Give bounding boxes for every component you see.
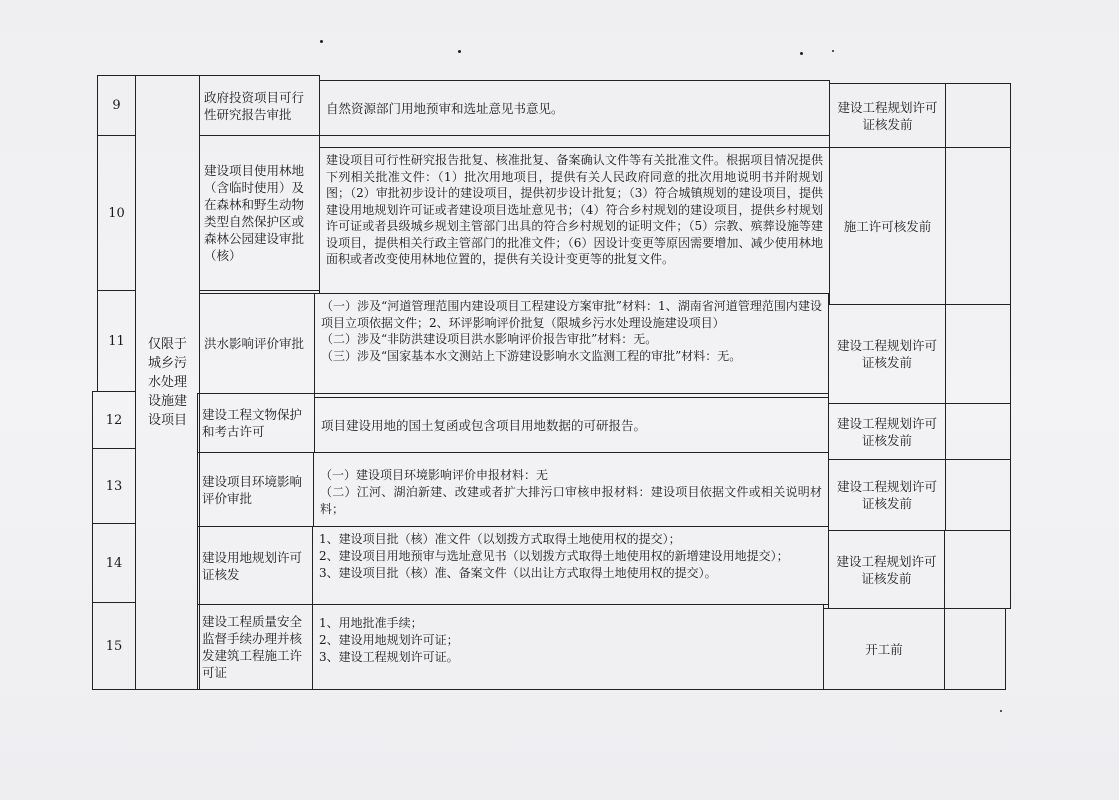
row-number [97, 135, 136, 291]
materials-cell [312, 526, 829, 605]
materials-line: 自然资源部门用地预审和选址意见书意见。 [326, 100, 564, 116]
materials-line: 2、建设用地规划许可证； [319, 633, 459, 647]
time-text: 开工前 [865, 641, 903, 657]
materials-cell [313, 452, 829, 527]
materials-cell [314, 397, 829, 453]
remark-cell [945, 304, 1011, 404]
row-number-text: 15 [105, 638, 123, 654]
materials-line: 建设项目可行性研究报告批复、核准批复、备案确认文件等有关批准文件。根据项目情况提供下列相关批准文件：（1）批次用地项目，提供有关人民政府同意的批次用地说明书并附规划图；（2）审批初步设计的建设项目，提供初步设计批复；（3）符合城镇规划的建设项目，提供建设用地规划许可证或者建设项目选址意见书；（4）符合乡村规划的建设项目，提供乡村规划许可证或者县级城乡规划主管部门出具的符合乡村规划的证明文件；（5）宗教、殡葬设施等建设项目，提供相关行政主管部门的批准文件；（6）因设计变更等原因需要增加、减少使用林地面积或者改变使用林地位置的，提供有关设计变更等的批复文件。 [326, 153, 823, 266]
materials-line: （三）涉及“国家基本水文测站上下游建设影响水文监测工程的审批”材料：无。 [321, 348, 742, 363]
scan-speck [832, 50, 834, 52]
materials-line: 2、建设项目用地预审与选址意见书（以划拨方式取得土地使用权的新增建设用地提交）； [319, 549, 789, 563]
item-name-text: 洪水影响评价审批 [204, 336, 305, 351]
row-number-text: 11 [108, 333, 125, 349]
time-cell [823, 608, 945, 690]
time-cell [828, 459, 946, 531]
time-cell [828, 403, 946, 460]
item-name-text: 建设项目使用林地（含临时使用）及在森林和野生动物类型自然保护区或森林公园建设审批（核） [204, 163, 305, 263]
materials-line: 3、建设工程规划许可证。 [319, 650, 459, 664]
row-number-text: 13 [105, 478, 123, 494]
item-name [199, 293, 315, 394]
row-number-text: 10 [108, 205, 125, 221]
scan-speck [1000, 710, 1002, 712]
materials-cell [319, 147, 830, 294]
materials-line: （二）江河、湖泊新建、改建或者扩大排污口审核申报材料：建设项目依据文件或相关说明材料； [320, 485, 822, 516]
scope-text: 仅限于城乡污水处理设施建设项目 [147, 337, 187, 428]
time-text: 建设工程规划许可证核发前 [836, 479, 937, 511]
time-text: 建设工程规划许可证核发前 [836, 338, 937, 370]
materials-line: 项目建设用地的国土复函或包含项目用地数据的可研报告。 [321, 417, 647, 433]
remark-cell [945, 403, 1011, 460]
item-name-text: 建设用地规划许可证核发 [202, 549, 303, 582]
row-number-text: 14 [105, 555, 123, 571]
item-name-text: 建设工程文物保护和考古许可 [202, 407, 303, 439]
row-number-text: 12 [105, 412, 123, 428]
materials-line: （一）涉及“河道管理范围内建设项目工程建设方案审批”材料：1、湖南省河道管理范围内建设项目立项依据文件；2、环评影响评价批复（限城乡污水处理设施建设项目） [321, 299, 822, 330]
item-name-text: 政府投资项目可行性研究报告审批 [204, 89, 305, 122]
time-text: 建设工程规划许可证核发前 [837, 99, 938, 132]
materials-line: 3、建设项目批（核）准、备案文件（以出让方式取得土地使用权的提交）。 [319, 566, 717, 580]
materials-line: 1、用地批准手续； [319, 616, 423, 630]
remark-cell [944, 530, 1011, 609]
item-name-text: 建设项目环境影响评价审批 [202, 473, 303, 506]
materials-cell [319, 80, 830, 136]
row-number [92, 602, 136, 690]
time-cell [829, 147, 946, 305]
time-text: 建设工程规划许可证核发前 [836, 415, 937, 448]
remark-cell [944, 608, 1006, 690]
materials-line: 1、建设项目批（核）准文件（以划拨方式取得土地使用权的提交）； [319, 532, 681, 546]
scan-speck [458, 50, 461, 53]
time-cell [828, 530, 945, 609]
materials-cell [314, 293, 829, 394]
item-name [197, 526, 313, 605]
scan-speck [320, 40, 323, 43]
item-name [197, 393, 315, 453]
time-text: 建设工程规划许可证核发前 [836, 553, 937, 586]
row-number [97, 75, 136, 136]
time-text: 施工许可核发前 [843, 218, 932, 234]
item-name [199, 135, 320, 291]
row-number [92, 448, 136, 524]
item-name [199, 75, 320, 136]
time-cell [829, 83, 946, 148]
scan-speck [800, 52, 803, 55]
item-name-text: 建设工程质量安全监督手续办理并核发建筑工程施工许可证 [202, 614, 303, 680]
row-number [92, 391, 136, 449]
materials-cell [312, 604, 824, 690]
row-number [92, 523, 136, 603]
remark-cell [945, 147, 1011, 305]
item-name [197, 452, 314, 527]
row-number [97, 290, 136, 392]
materials-line: （一）建设项目环境影响评价申报材料：无 [320, 468, 549, 482]
time-cell [828, 304, 946, 404]
materials-line: （二）涉及“非防洪建设项目洪水影响评价报告审批”材料：无。 [321, 332, 658, 346]
scope-cell [135, 75, 200, 690]
remark-cell [945, 83, 1011, 148]
item-name [197, 604, 313, 690]
row-number-text: 9 [112, 98, 121, 113]
remark-cell [945, 459, 1011, 531]
